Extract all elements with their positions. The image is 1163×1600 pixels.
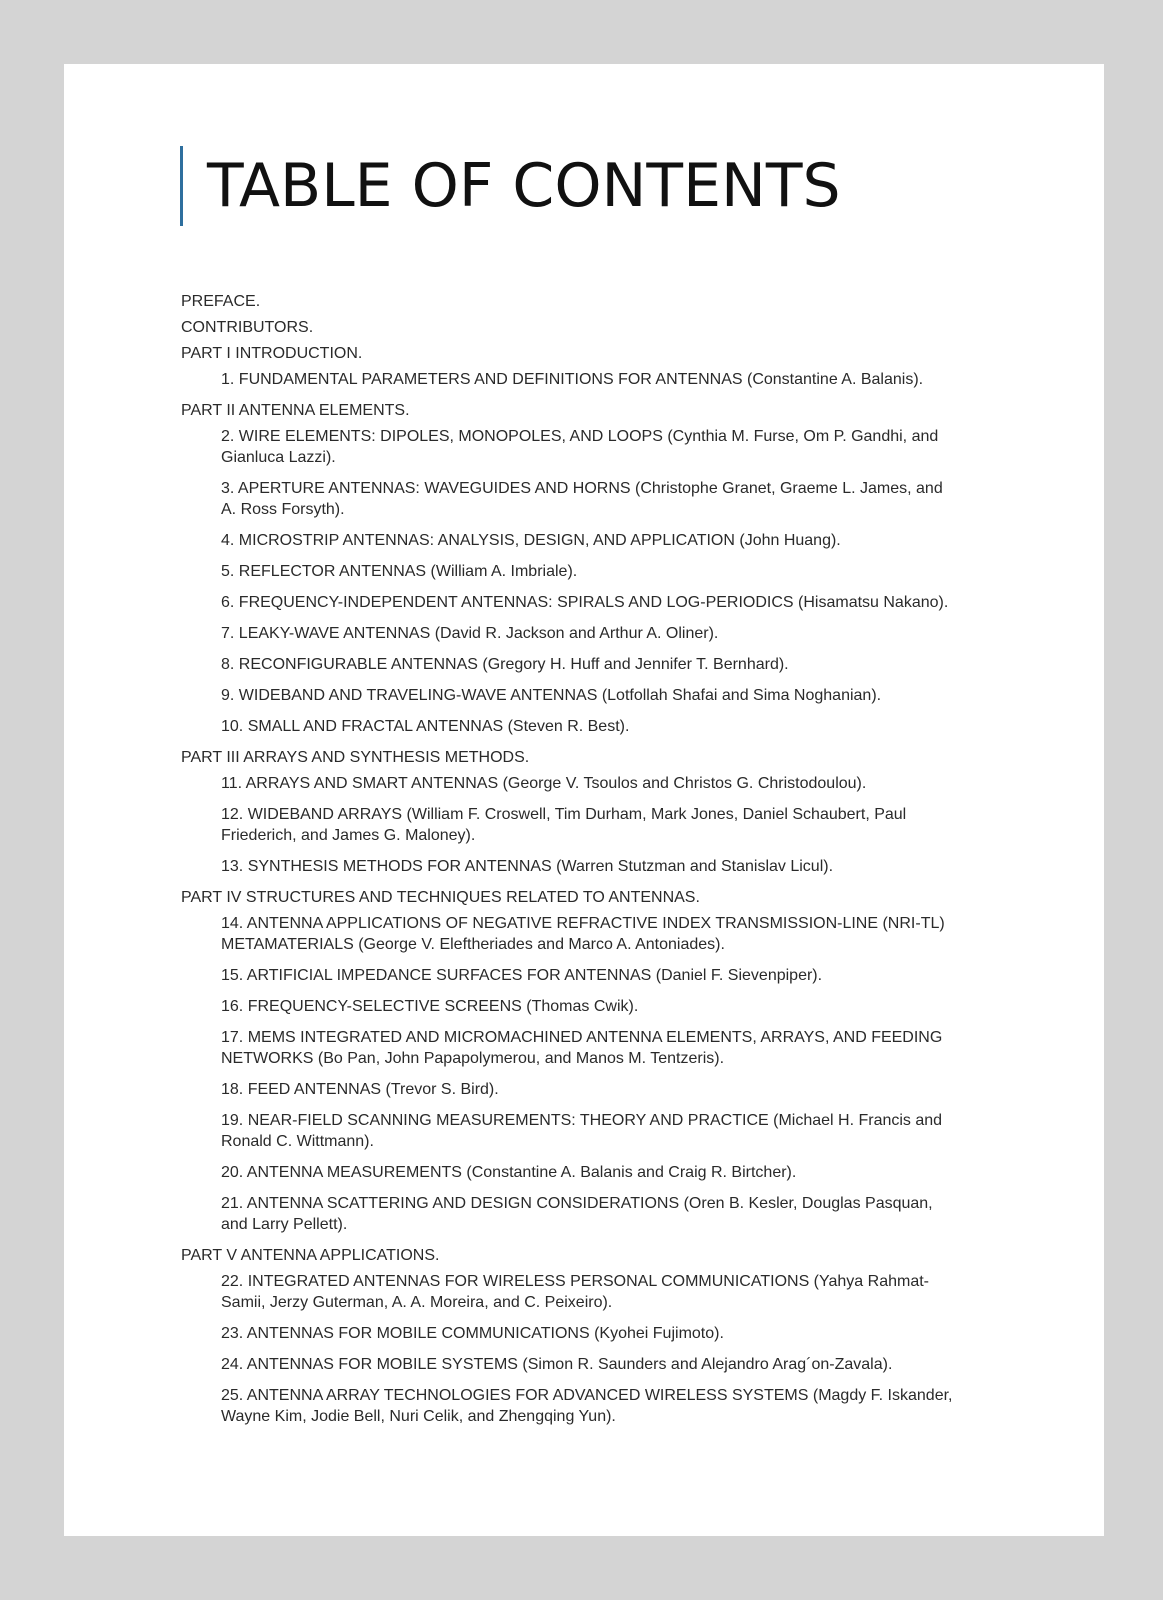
toc-part-1: PART I INTRODUCTION.	[181, 345, 363, 362]
toc-entry-contributors: CONTRIBUTORS.	[181, 319, 314, 336]
toc-chapter-19: 19. NEAR-FIELD SCANNING MEASUREMENTS: THEORY AND PRACTICE (Michael H. Francis and Ronald C. Wittmann).	[221, 1112, 943, 1150]
table-of-contents	[181, 291, 961, 1469]
document-page	[64, 64, 1104, 1536]
page-title: TABLE OF CONTENTS	[207, 151, 841, 221]
toc-chapter-8: 8. RECONFIGURABLE ANTENNAS (Gregory H. Huff and Jennifer T. Bernhard).	[221, 656, 789, 673]
toc-chapter-15: 15. ARTIFICIAL IMPEDANCE SURFACES FOR ANTENNAS (Daniel F. Sievenpiper).	[221, 967, 823, 984]
toc-chapter-21: 21. ANTENNA SCATTERING AND DESIGN CONSIDERATIONS (Oren B. Kesler, Douglas Pasquan, and Larry Pellett).	[221, 1195, 933, 1233]
toc-chapter-14: 14. ANTENNA APPLICATIONS OF NEGATIVE REFRACTIVE INDEX TRANSMISSION-LINE (NRI-TL) METAMATERIALS (George V. Eleftheriades and Marco A. Antoniades).	[221, 915, 945, 953]
toc-chapter-13: 13. SYNTHESIS METHODS FOR ANTENNAS (Warren Stutzman and Stanislav Licul).	[221, 858, 834, 875]
toc-chapter-11: 11. ARRAYS AND SMART ANTENNAS (George V. Tsoulos and Christos G. Christodoulou).	[221, 775, 867, 792]
toc-chapter-20: 20. ANTENNA MEASUREMENTS (Constantine A. Balanis and Craig R. Birtcher).	[221, 1164, 797, 1181]
toc-chapter-2: 2. WIRE ELEMENTS: DIPOLES, MONOPOLES, AND LOOPS (Cynthia M. Furse, Om P. Gandhi, and Gianluca Lazzi).	[221, 428, 939, 466]
toc-chapter-6: 6. FREQUENCY-INDEPENDENT ANTENNAS: SPIRALS AND LOG-PERIODICS (Hisamatsu Nakano).	[221, 594, 949, 611]
toc-chapter-24: 24. ANTENNAS FOR MOBILE SYSTEMS (Simon R. Saunders and Alejandro Arag´on-Zavala).	[221, 1356, 893, 1373]
toc-chapter-17: 17. MEMS INTEGRATED AND MICROMACHINED ANTENNA ELEMENTS, ARRAYS, AND FEEDING NETWORKS (Bo Pan, John Papapolymerou, and Manos M. Tentzeris).	[221, 1029, 943, 1067]
toc-chapter-16: 16. FREQUENCY-SELECTIVE SCREENS (Thomas Cwik).	[221, 998, 639, 1015]
toc-chapter-1: 1. FUNDAMENTAL PARAMETERS AND DEFINITIONS FOR ANTENNAS (Constantine A. Balanis).	[221, 371, 924, 388]
toc-part-5: PART V ANTENNA APPLICATIONS.	[181, 1247, 440, 1264]
toc-part-2: PART II ANTENNA ELEMENTS.	[181, 402, 410, 419]
toc-chapter-9: 9. WIDEBAND AND TRAVELING-WAVE ANTENNAS (Lotfollah Shafai and Sima Noghanian).	[221, 687, 882, 704]
toc-chapter-23: 23. ANTENNAS FOR MOBILE COMMUNICATIONS (Kyohei Fujimoto).	[221, 1325, 724, 1342]
toc-part-3: PART III ARRAYS AND SYNTHESIS METHODS.	[181, 749, 530, 766]
toc-chapter-25: 25. ANTENNA ARRAY TECHNOLOGIES FOR ADVANCED WIRELESS SYSTEMS (Magdy F. Iskander, Wayne Kim, Jodie Bell, Nuri Celik, and Zhengqing Yun).	[221, 1387, 953, 1425]
toc-chapter-18: 18. FEED ANTENNAS (Trevor S. Bird).	[221, 1081, 499, 1098]
toc-chapter-5: 5. REFLECTOR ANTENNAS (William A. Imbriale).	[221, 563, 578, 580]
title-block	[180, 146, 841, 226]
toc-entry-preface: PREFACE.	[181, 293, 261, 310]
toc-chapter-10: 10. SMALL AND FRACTAL ANTENNAS (Steven R. Best).	[221, 718, 630, 735]
toc-chapter-7: 7. LEAKY-WAVE ANTENNAS (David R. Jackson and Arthur A. Oliner).	[221, 625, 719, 642]
toc-chapter-12: 12. WIDEBAND ARRAYS (William F. Croswell, Tim Durham, Mark Jones, Daniel Schaubert, Paul Friederich, and James G. Maloney).	[221, 806, 907, 844]
toc-chapter-22: 22. INTEGRATED ANTENNAS FOR WIRELESS PERSONAL COMMUNICATIONS (Yahya Rahmat-Samii, Jerzy Guterman, A. A. Moreira, and C. Peixeiro).	[221, 1273, 929, 1311]
toc-chapter-4: 4. MICROSTRIP ANTENNAS: ANALYSIS, DESIGN, AND APPLICATION (John Huang).	[221, 532, 841, 549]
toc-part-4: PART IV STRUCTURES AND TECHNIQUES RELATED TO ANTENNAS.	[181, 889, 700, 906]
toc-chapter-3: 3. APERTURE ANTENNAS: WAVEGUIDES AND HORNS (Christophe Granet, Graeme L. James, and A. Ross Forsyth).	[221, 480, 943, 518]
